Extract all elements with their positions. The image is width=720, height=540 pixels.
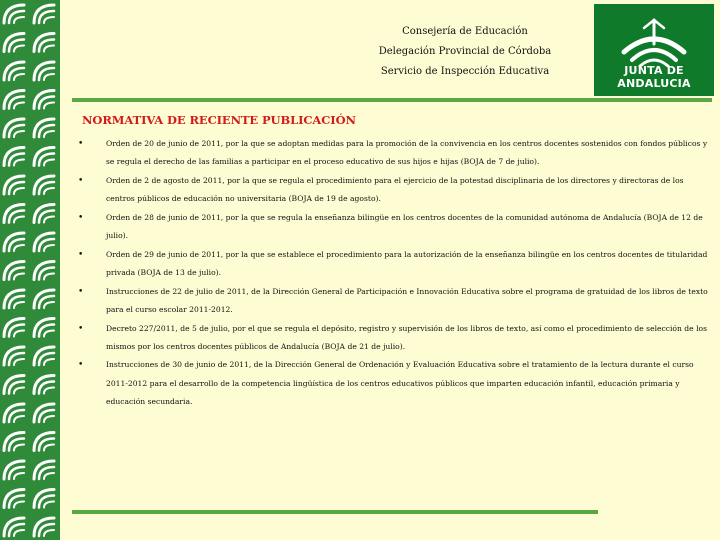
bullet: • [78,323,84,334]
top-divider [72,98,712,102]
sidebar-motif-icon [4,319,24,337]
list-item-text: Orden de 28 de junio de 2011, por la que se regula la enseñanza bilingüe en los centros docentes de la comunidad autónoma de Andalucía (BOJA de 12 de julio). [106,212,703,241]
bullet: • [78,360,84,371]
sidebar-motif-icon [4,518,24,536]
list-item [78,246,712,282]
sidebar-motif-icon [34,262,54,280]
sidebar-motif-icon [4,376,24,394]
sidebar-motif-icon [4,205,24,223]
sidebar-motif-icon [34,233,54,251]
sidebar-motif-icon [34,290,54,308]
sidebar-motif-icon [34,205,54,223]
sidebar-motif-icon [4,290,24,308]
decorative-sidebar [0,0,60,540]
sidebar-motif-icon [4,176,24,194]
list-item [78,356,712,411]
sidebar-motif-icon [4,62,24,80]
list-item [78,283,712,319]
sidebar-motif-icon [34,34,54,52]
bullet: • [78,249,84,260]
sidebar-motif-icon [4,91,24,109]
bullet: • [78,212,84,223]
sidebar-motif-icon [34,461,54,479]
list-item [78,135,712,171]
header-line-3: Servicio de Inspección Educativa [380,66,550,77]
list-item-text: Instrucciones de 30 de junio de 2011, de la Dirección General de Ordenación y Evaluación Educativa sobre el tratamiento de la lectura durante el curso 2011-2012 para el desarrollo de la competencia lingüística de los centros educativos públicos que imparten educación infantil, educación primaria y educación secundaria. [106,360,694,406]
sidebar-motif-icon [34,62,54,80]
sidebar-motif-icon [34,376,54,394]
sidebar-motif-icon [4,404,24,422]
section-title: NORMATIVA DE RECIENTE PUBLICACIÓN [82,113,356,127]
header-line-2: Delegación Provincial de Córdoba [378,46,552,57]
sidebar-motif-icon [34,347,54,365]
sidebar-motif-icon [4,34,24,52]
list-item-text: Instrucciones de 22 de julio de 2011, de la Dirección General de Participación e Innovación Educativa sobre el programa de gratuidad de los libros de texto para el curso escolar 2011-2012. [106,286,708,314]
bullet: • [78,175,84,186]
logo-text: JUNTA DE ANDALUCIA [617,64,691,90]
list-item [78,209,712,245]
bottom-divider [72,510,598,514]
junta-de-andalucia-logo [594,4,714,96]
sidebar-motif-icon [4,461,24,479]
sidebar-motif-icon [4,433,24,451]
sidebar-motif-icon [34,404,54,422]
bullet: • [78,139,84,149]
sidebar-motif-icon [34,148,54,166]
sidebar-motif-icon [4,262,24,280]
list-item [78,320,712,356]
list-item-text: Orden de 20 de junio de 2011, por la que se adoptan medidas para la promoción de la convivencia en los centros docentes sostenidos con fondos públicos y se regula el derecho de las familias a participar en el proceso educativo de sus hijos e hijas (BOJA de 7 de julio). [106,139,708,167]
sidebar-motif-icon [4,119,24,137]
sidebar-motif-icon [4,490,24,508]
sidebar-motif-icon [34,433,54,451]
sidebar-motif-icon [34,518,54,536]
sidebar-motif-icon [34,119,54,137]
sidebar-motif-icon [34,490,54,508]
list-item [78,172,712,208]
sidebar-motif-icon [34,91,54,109]
sidebar-motif-icon [34,319,54,337]
list-item-text: Decreto 227/2011, de 5 de julio, por el que se regula el depósito, registro y supervisión de los libros de texto, así como el procedimiento de selección de los mismos por los centros docentes públicos de Andalucía (BOJA de 21 de julio). [106,323,707,351]
document-header [340,22,590,82]
regulations-list [78,135,712,412]
sidebar-pattern [0,0,60,540]
list-item-text: Orden de 2 de agosto de 2011, por la que se regula el procedimiento para el ejercicio de la potestad disciplinaria de los directores y directoras de los centros públicos de educación no universitaria (BOJA de 19 de agosto). [106,175,684,204]
bullet: • [78,286,84,297]
sidebar-motif-icon [4,5,24,23]
sidebar-motif-icon [34,176,54,194]
header-line-1: Consejería de Educación [402,26,528,37]
sidebar-motif-icon [4,347,24,365]
sidebar-motif-icon [4,233,24,251]
list-item-text: Orden de 29 de junio de 2011, por la que se establece el procedimiento para la autorización de la enseñanza bilingüe en los centros docentes de titularidad privada (BOJA de 13 de julio). [106,249,708,277]
sidebar-motif-icon [4,148,24,166]
sidebar-motif-icon [34,5,54,23]
